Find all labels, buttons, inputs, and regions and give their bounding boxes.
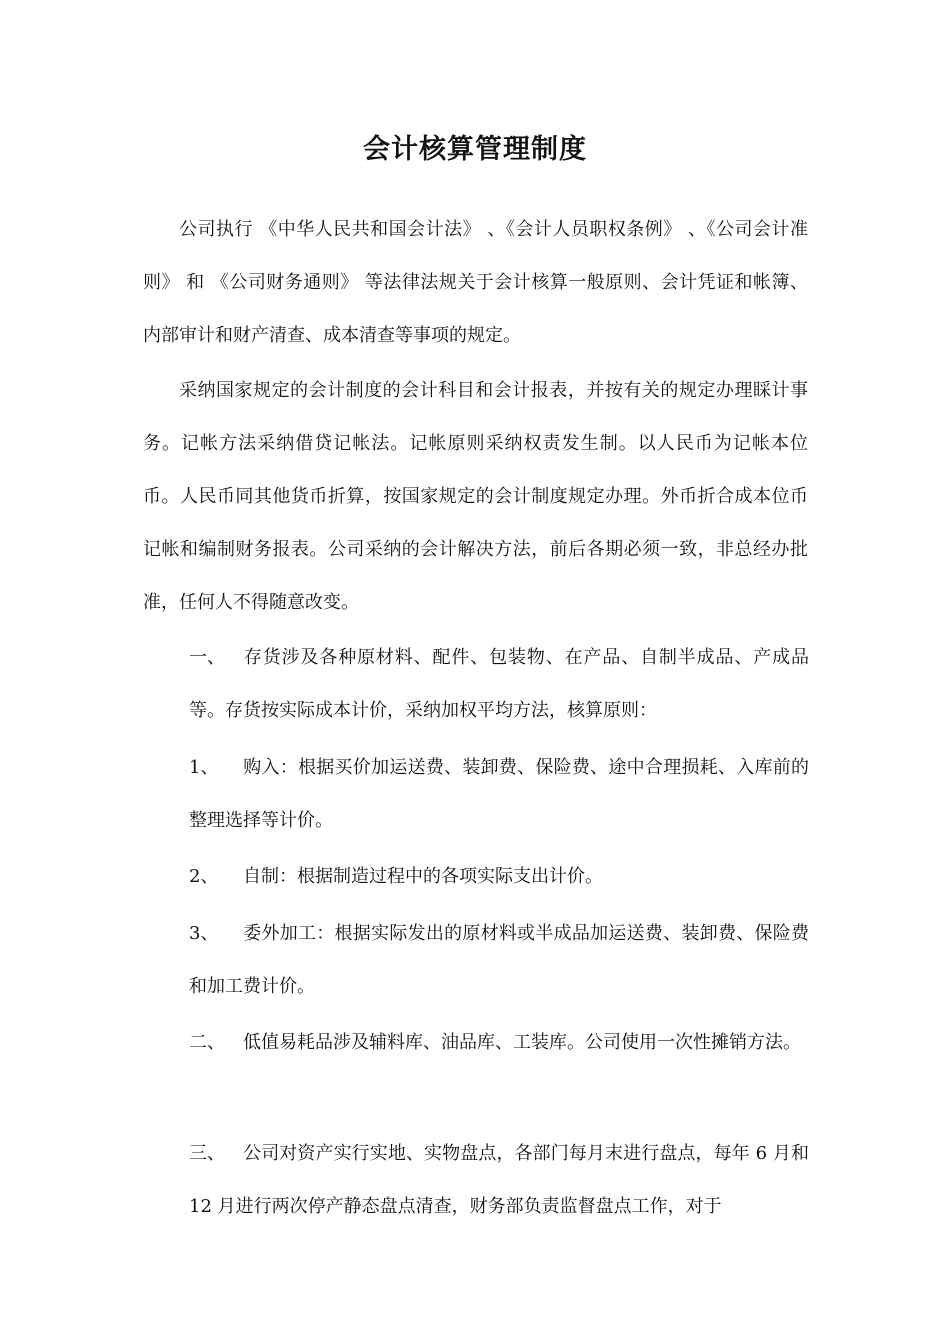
paragraph-1: 公司执行 《中华人民共和国会计法》 、《会计人员职权条例》 、《公司会计准则》 和 《公司财务通则》 等法律法规关于会计核算一般原则、会计凭证和帐簿、内部审计和财产清查、成本清查等事项的规定。 [143, 219, 808, 346]
list-item [189, 907, 809, 1013]
list-item-text: 公司对资产实行实地、实物盘点，各部门每月末进行盘点，每年 6 月和 12 月进行两次停产静态盘点清查，财务部负责监督盘点工作，对于 [189, 1143, 809, 1217]
list-item [189, 741, 809, 847]
paragraph-2: 采纳国家规定的会计制度的会计科目和会计报表，并按有关的规定办理睬计事务。记帐方法采纳借贷记帐法。记帐原则采纳权责发生制。以人民币为记帐本位币。人民币同其他货币折算，按国家规定的会计制度规定办理。外币折合成本位币记帐和编制财务报表。公司采纳的会计解决方法，前后各期必须一致，非总经办批准，任何人不得随意改变。 [143, 380, 808, 613]
list-item-number: 一、 [189, 647, 225, 668]
list-item-number: 1、 [189, 757, 219, 778]
document-title: 会计核算管理制度 [363, 134, 587, 165]
list-item-number: 2、 [189, 866, 219, 887]
list-item-text: 自制：根据制造过程中的各项实际支出计价。 [243, 866, 603, 887]
list-item [189, 1016, 809, 1069]
list-item-text: 低值易耗品涉及辅料库、油品库、工装库。公司使用一次性摊销方法。 [243, 1032, 801, 1053]
list-item-number: 二、 [189, 1032, 225, 1053]
list-item [189, 631, 809, 737]
list-item-text: 购入：根据买价加运送费、装卸费、保险费、途中合理损耗、入库前的整理选择等计价。 [189, 757, 809, 831]
list-item [189, 850, 809, 903]
list-item-text: 存货涉及各种原材料、配件、包装物、在产品、自制半成品、产成品等。存货按实际成本计价，采纳加权平均方法，核算原则： [189, 647, 809, 721]
list-item-number: 3、 [189, 923, 219, 944]
list-item-number: 三、 [189, 1143, 225, 1164]
list-item-text: 委外加工：根据实际发出的原材料或半成品加运送费、装卸费、保险费和加工费计价。 [189, 923, 809, 997]
list-item [189, 1127, 809, 1233]
